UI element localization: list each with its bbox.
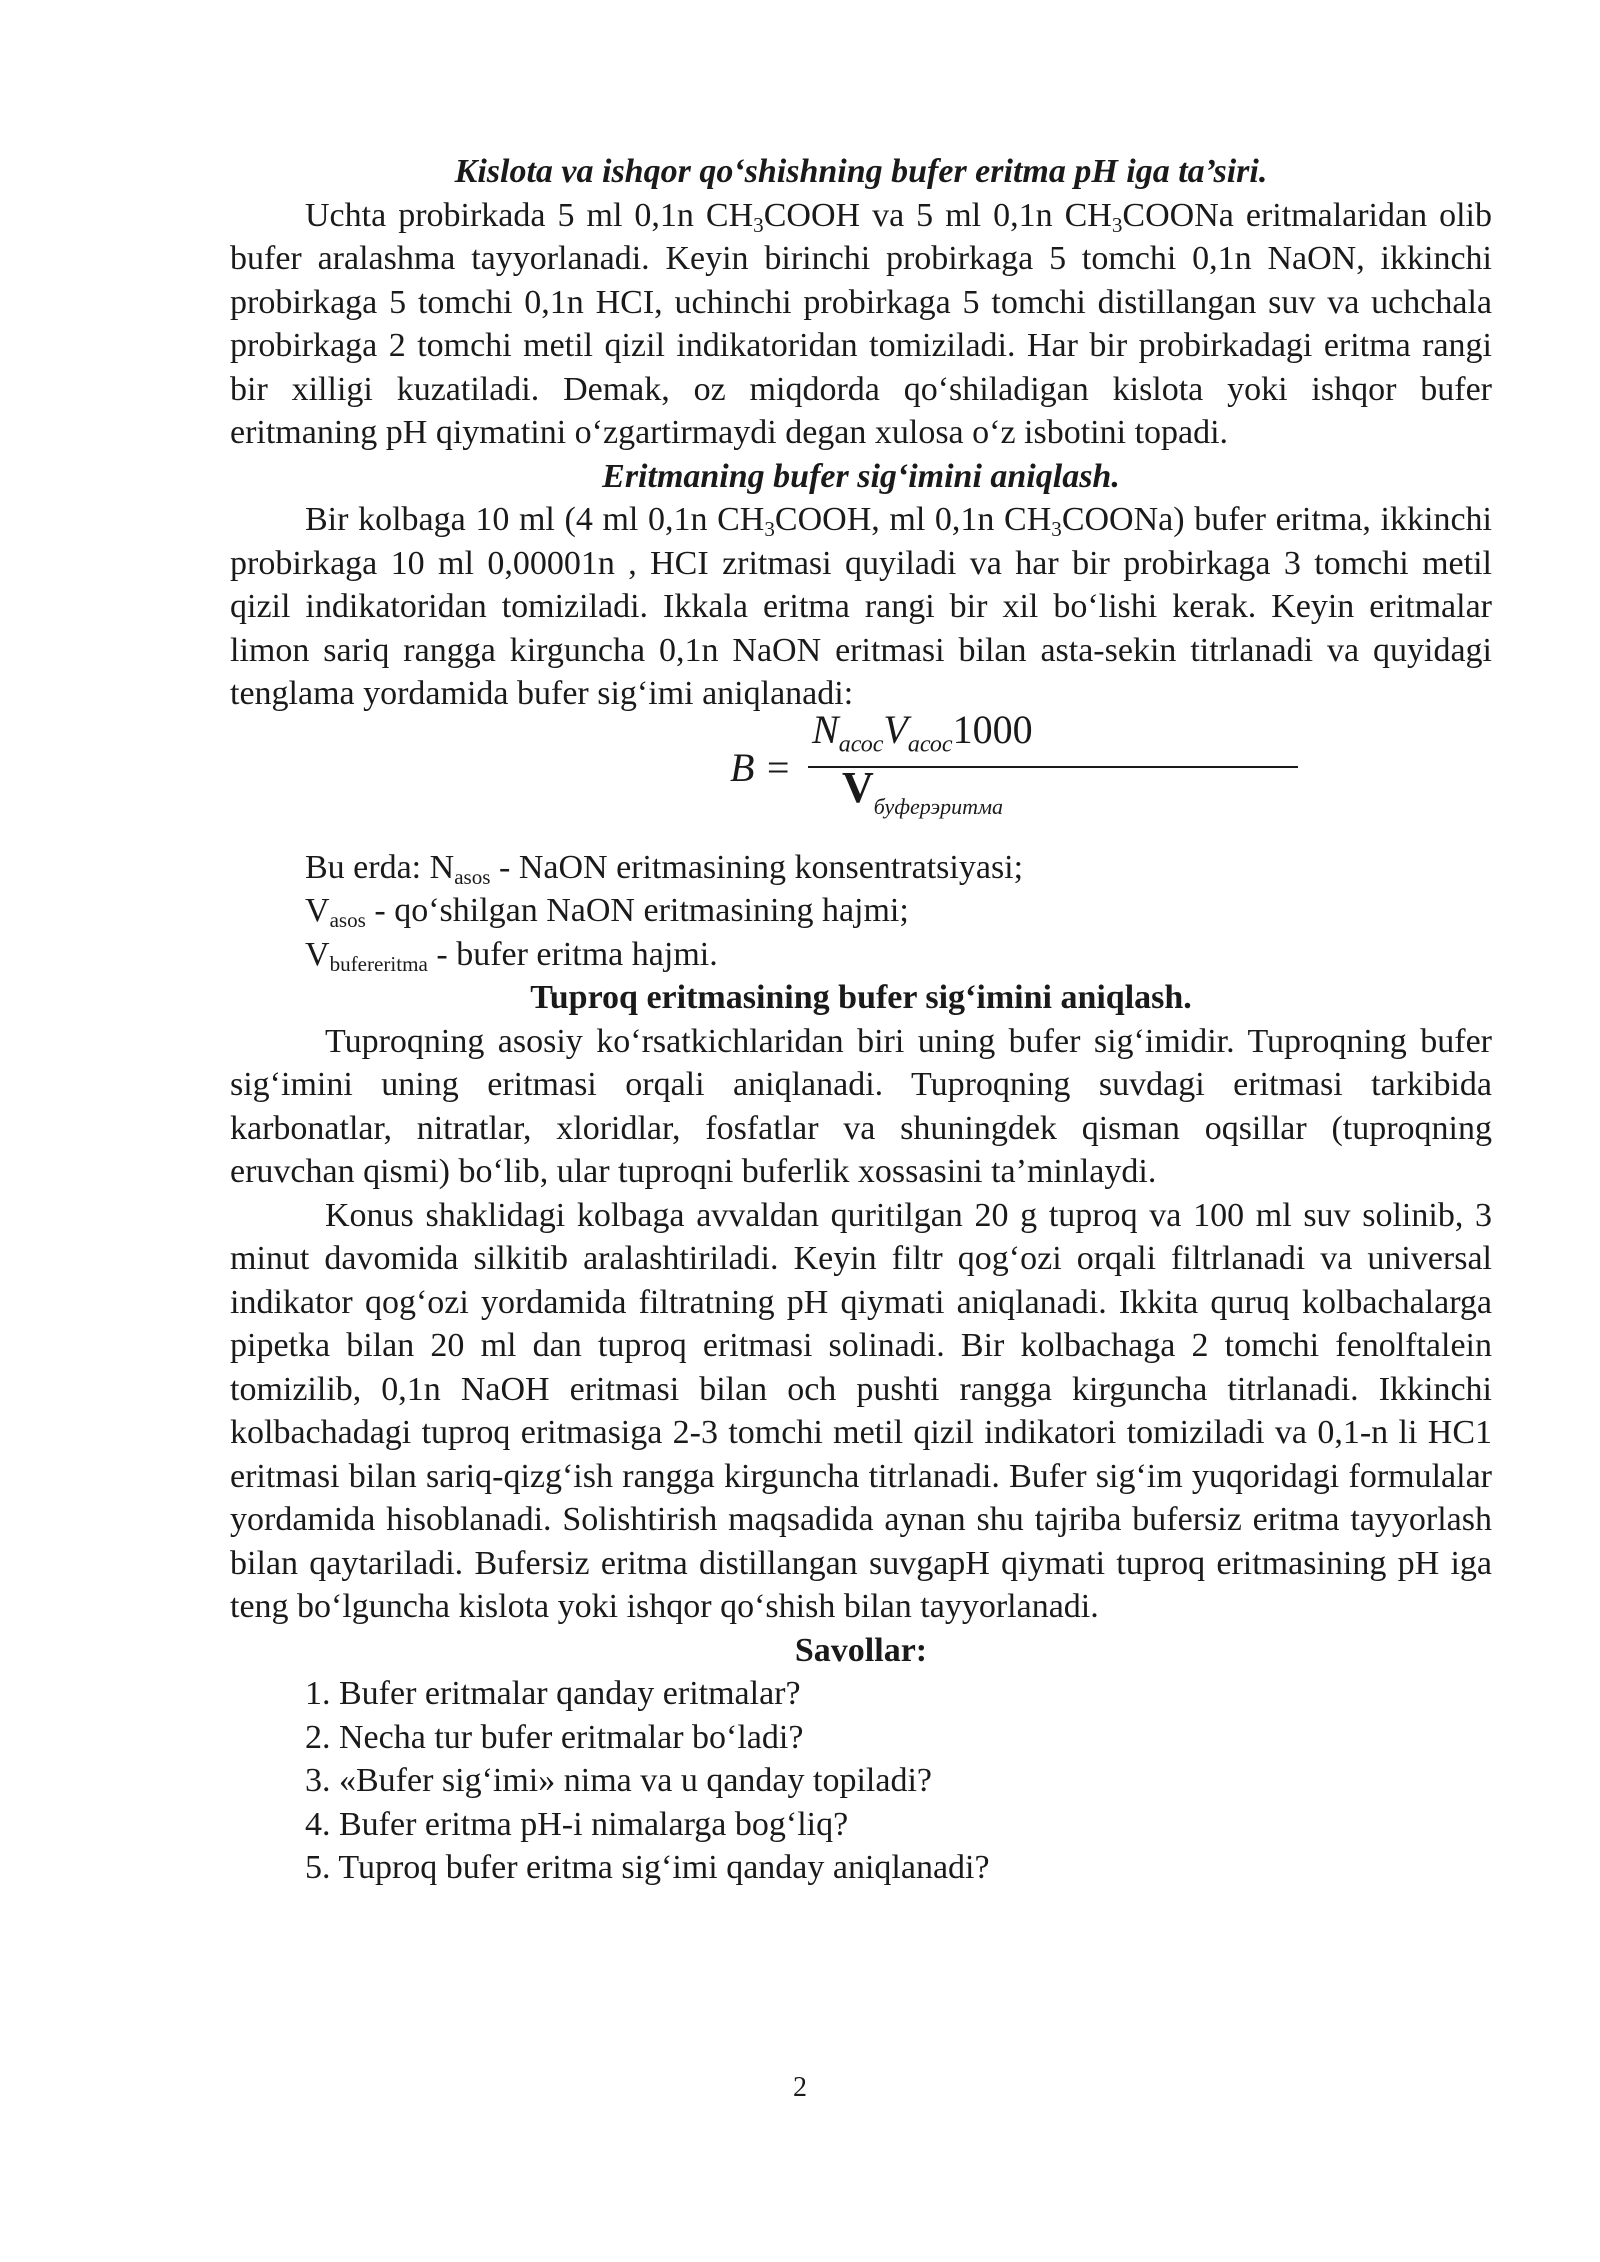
paragraph-buffer-capacity-method: Bir kolbaga 10 ml (4 ml 0,1n $CH_3COOH$, ml 0,1n $CH_3COONa$) bufer eritma, ikkinchi probirkaga 10 ml 0,00001n , HCI zritmasi quyiladi va har bir probirkaga 3 tomchi metil qizil indikatoridan tomiziladi. Ikkala eritma rangi bir xil bo‘lishi kerak. Keyin eritmalar limon sariq rangga kirguncha 0,1n NaON eritmasi bilan asta-sekin titrlanadi va quyidagi tenglama yordamida bufer sig‘imi aniqlanadi: <box>230 501 1492 712</box>
paragraph-soil-method: Konus shaklidagi kolbaga avvaldan quritilgan 20 g tuproq va 100 ml suv solinib, 3 minut davomida silkitib aralashtiriladi. Keyin filtr qog‘ozi orqali filtrlanadi va universal indikator qog‘ozi yordamida filtratning pH qiymati aniqlanadi. Ikkita quruq kolbachalarga pipetka bilan 20 ml dan tuproq eritmasi solinadi. Bir kolbachaga 2 tomchi fenolftalein tomizilib, 0,1n NaOH eritmasi bilan och pushti rangga kirguncha titrlanadi. Ikkinchi kolbachadagi tuproq eritmasiga 2-3 tomchi metil qizil indikatori tomiziladi va 0,1-n li HC1 eritmasi bilan sariq-qizg‘ish rangga kirguncha titrlanadi. Bufer sig‘im yuqoridagi formulalar yordamida hisoblanadi. Solishtirish maqsadida aynan shu tajriba bufersiz eritma tayyorlash bilan qaytariladi. Bufersiz eritma distillangan suvgapH qiymati tuproq eritmasining pH iga teng bo‘lguncha kislota yoki ishqor qo‘shish bilan tayyorlanadi. <box>230 1196 1492 1625</box>
page-number: 2 <box>793 2072 807 2103</box>
buffer-capacity-formula <box>230 706 1492 846</box>
question-item: 2. Necha tur bufer eritmalar bo‘ladi? <box>305 1718 804 1756</box>
formula-lhs: B = <box>730 744 792 790</box>
question-item: 3. «Bufer sig‘imi» nima va u qanday topiladi? <box>305 1762 932 1799</box>
questions-heading: Savollar: <box>794 1631 928 1669</box>
definition-v-asos: $V_{asos}$ - qo‘shilgan NaON eritmasining hajmi; <box>305 892 909 932</box>
questions-list <box>230 1672 1492 1890</box>
paragraph-buffer-preparation: Uchta probirkada 5 ml 0,1n $CH_3COOH$ va 5 ml 0,1n $CH_3COONa$ eritmalaridan olib bufer aralashma tayyorlanadi. Keyin birinchi probirkaga 5 tomchi 0,1n NaON, ikkinchi probirkaga 5 tomchi 0,1n HCI, uchinchi probirkaga 5 tomchi distillangan suv va uchchala probirkaga 2 tomchi metil qizil indikatoridan tomiziladi. Har bir probirkadagi eritma rangi bir xilligi kuzatiladi. Demak, oz miqdorda qo‘shiladigan kislota yoki ishqor bufer eritmaning pH qiymatini o‘zgartirmaydi degan xulosa o‘z isbotini topadi. <box>230 196 1493 451</box>
section-heading-buffer-capacity: Eritmaning bufer sig‘imini aniqlash. <box>602 457 1120 495</box>
question-item: 1. Bufer eritmalar qanday eritmalar? <box>305 1675 801 1712</box>
question-item: 4. Bufer eritma pH-i nimalarga bog‘liq? <box>305 1805 849 1843</box>
section-heading-acid-base-effect: Kislota va ishqor qo‘shishning bufer eritma pH iga ta’siri. <box>454 153 1268 190</box>
question-item: 5. Tuproq bufer eritma sig‘imi qanday aniqlanadi? <box>305 1849 990 1886</box>
section-heading-soil-buffer: Tuproq eritmasining bufer sig‘imini aniqlash. <box>530 979 1192 1016</box>
formula-denominator: $V_{буферэритма}$ <box>842 762 1004 819</box>
definition-n-asos: Bu erda: $N_{asos}$ - NaON eritmasining konsentratsiyasi; <box>305 848 1024 889</box>
document-page <box>230 150 1492 1890</box>
formula-numerator: $N_{асос}V_{асос}1000$ <box>812 706 1033 757</box>
paragraph-soil-intro: Tuproqning asosiy ko‘rsatkichlaridan biri uning bufer sig‘imidir. Tuproqning bufer sig‘imini uning eritmasi orqali aniqlanadi. Tuproqning suvdagi eritmasi tarkibida karbonatlar, nitratlar, xloridlar, fosfatlar va shuningdek qisman oqsillar (tuproqning eruvchan qismi) bo‘lib, ular tuproqni buferlik xossasini ta’minlaydi. <box>230 1022 1492 1190</box>
definition-v-bufer: $V_{bufereritma}$ - bufer eritma hajmi. <box>305 935 718 976</box>
